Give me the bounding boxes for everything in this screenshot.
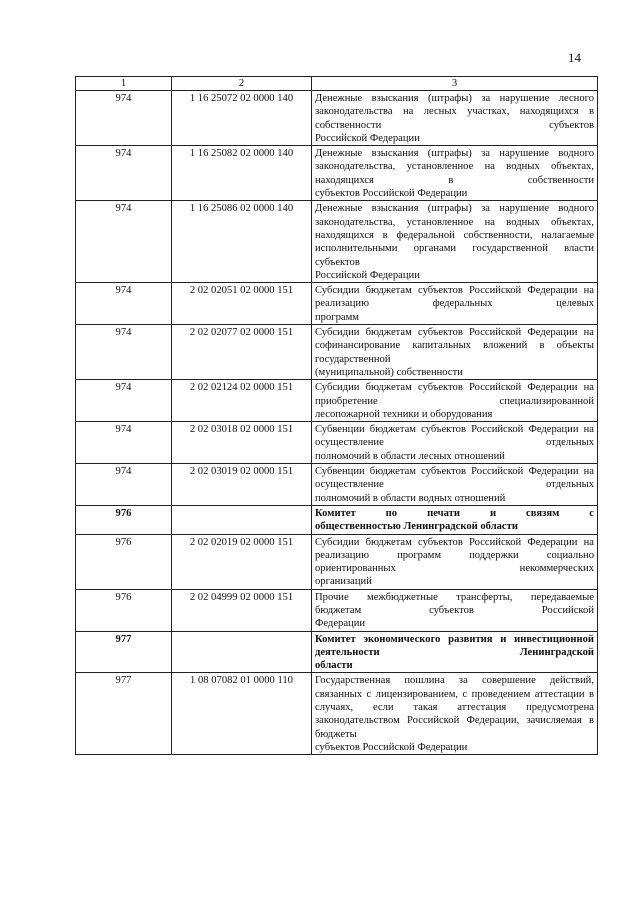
description-text: Денежные взыскания (штрафы) за нарушение лесного законодательства на лесных участках, находящихся в собственности субъектов	[315, 93, 594, 131]
description-last-line: полномочий в области лесных отношений	[315, 450, 505, 462]
budget-classification-code-cell: 2 02 03019 02 0000 151	[172, 464, 312, 506]
description-text: Субсидии бюджетам субъектов Российской Федерации на приобретение специализированной	[315, 382, 594, 407]
income-description-cell	[312, 464, 598, 506]
income-description-cell	[312, 380, 598, 422]
description-text: Субсидии бюджетам субъектов Российской Федерации на софинансирование капитальных вложений в объекты государственной	[315, 327, 594, 365]
description-last-line: субъектов Российской Федерации	[315, 741, 468, 753]
admin-code-cell: 974	[76, 422, 172, 464]
income-description-cell	[312, 325, 598, 380]
description-text: Денежные взыскания (штрафы) за нарушение водного законодательства, установленное на водных объектах, находящихся в федеральной собственности, налагаемые исполнительными органами государственной власти субъектов	[315, 203, 594, 268]
budget-classification-code-cell: 2 02 02077 02 0000 151	[172, 325, 312, 380]
budget-classification-code-cell: 1 16 25082 02 0000 140	[172, 146, 312, 201]
administrator-name-cell	[312, 505, 598, 534]
table-row	[76, 422, 598, 464]
income-description-cell	[312, 283, 598, 325]
table-row	[76, 91, 598, 146]
table-row	[76, 534, 598, 589]
description-text: Прочие межбюджетные трансферты, передаваемые бюджетам субъектов Российской	[315, 591, 594, 616]
admin-code-cell: 974	[76, 380, 172, 422]
description-last-line: Федерации	[315, 618, 366, 630]
column-header-2: 2	[172, 77, 312, 91]
table-section-row	[76, 505, 598, 534]
admin-code-cell: 976	[76, 589, 172, 631]
income-description-cell	[312, 534, 598, 589]
description-text: Государственная пошлина за совершение действий, связанных с лицензированием, с проведением аттестации в случаях, если такая аттестация предусмотрена законодательством Российской Федерации, зачисляемая в бюджеты	[315, 675, 594, 740]
page-number: 14	[568, 50, 581, 65]
budget-classification-code-cell	[172, 631, 312, 673]
income-description-cell	[312, 673, 598, 755]
description-text: Субсидии бюджетам субъектов Российской Федерации на реализацию федеральных целевых	[315, 285, 594, 310]
description-last-line: субъектов Российской Федерации	[315, 188, 468, 200]
table-row	[76, 283, 598, 325]
budget-classification-code-cell: 2 02 02019 02 0000 151	[172, 534, 312, 589]
column-header-1: 1	[76, 77, 172, 91]
admin-code-cell: 977	[76, 673, 172, 755]
description-last-line: Российской Федерации	[315, 132, 420, 144]
description-text: Комитет по печати и связям с	[315, 507, 594, 519]
admin-code-cell: 974	[76, 91, 172, 146]
admin-code-cell: 976	[76, 534, 172, 589]
admin-code-cell: 976	[76, 505, 172, 534]
table-row	[76, 589, 598, 631]
income-description-cell	[312, 146, 598, 201]
table-row	[76, 464, 598, 506]
budget-classification-code-cell: 1 16 25086 02 0000 140	[172, 201, 312, 283]
budget-classification-code-cell	[172, 505, 312, 534]
description-text: Денежные взыскания (штрафы) за нарушение водного законодательства, установленное на водных объектах, находящихся в собственности	[315, 148, 594, 186]
budget-classification-code-cell: 2 02 02124 02 0000 151	[172, 380, 312, 422]
budget-classification-code-cell: 2 02 02051 02 0000 151	[172, 283, 312, 325]
description-last-line: общественностью Ленинградской области	[315, 521, 518, 533]
budget-codes-table	[75, 76, 598, 755]
admin-code-cell: 974	[76, 201, 172, 283]
admin-code-cell: 977	[76, 631, 172, 673]
budget-classification-code-cell: 2 02 04999 02 0000 151	[172, 589, 312, 631]
description-last-line: (муниципальной) собственности	[315, 366, 463, 378]
budget-classification-code-cell: 1 16 25072 02 0000 140	[172, 91, 312, 146]
budget-classification-code-cell: 1 08 07082 01 0000 110	[172, 673, 312, 755]
column-header-3: 3	[312, 77, 598, 91]
description-text: Субсидии бюджетам субъектов Российской Федерации на реализацию программ поддержки социально ориентированных некоммерческих	[315, 536, 594, 575]
table-row	[76, 325, 598, 380]
admin-code-cell: 974	[76, 325, 172, 380]
table-section-row	[76, 631, 598, 673]
administrator-name-cell	[312, 631, 598, 673]
table-row	[76, 380, 598, 422]
description-last-line: организаций	[315, 576, 372, 588]
description-last-line: программ	[315, 311, 360, 323]
income-description-cell	[312, 422, 598, 464]
table-row	[76, 201, 598, 283]
table-row	[76, 673, 598, 755]
admin-code-cell: 974	[76, 146, 172, 201]
table-row	[76, 146, 598, 201]
description-text: Комитет экономического развития и инвестиционной деятельности Ленинградской	[315, 633, 594, 658]
description-text: Субвенции бюджетам субъектов Российской Федерации на осуществление отдельных	[315, 466, 594, 491]
description-last-line: области	[315, 660, 353, 672]
description-last-line: Российской Федерации	[315, 269, 420, 281]
budget-classification-code-cell: 2 02 03018 02 0000 151	[172, 422, 312, 464]
table-header-row	[76, 77, 598, 91]
admin-code-cell: 974	[76, 283, 172, 325]
admin-code-cell: 974	[76, 464, 172, 506]
description-text: Субвенции бюджетам субъектов Российской Федерации на осуществление отдельных	[315, 424, 594, 449]
income-description-cell	[312, 201, 598, 283]
description-last-line: полномочий в области водных отношений	[315, 492, 506, 504]
income-description-cell	[312, 91, 598, 146]
income-description-cell	[312, 589, 598, 631]
description-last-line: лесопожарной техники и оборудования	[315, 408, 493, 420]
